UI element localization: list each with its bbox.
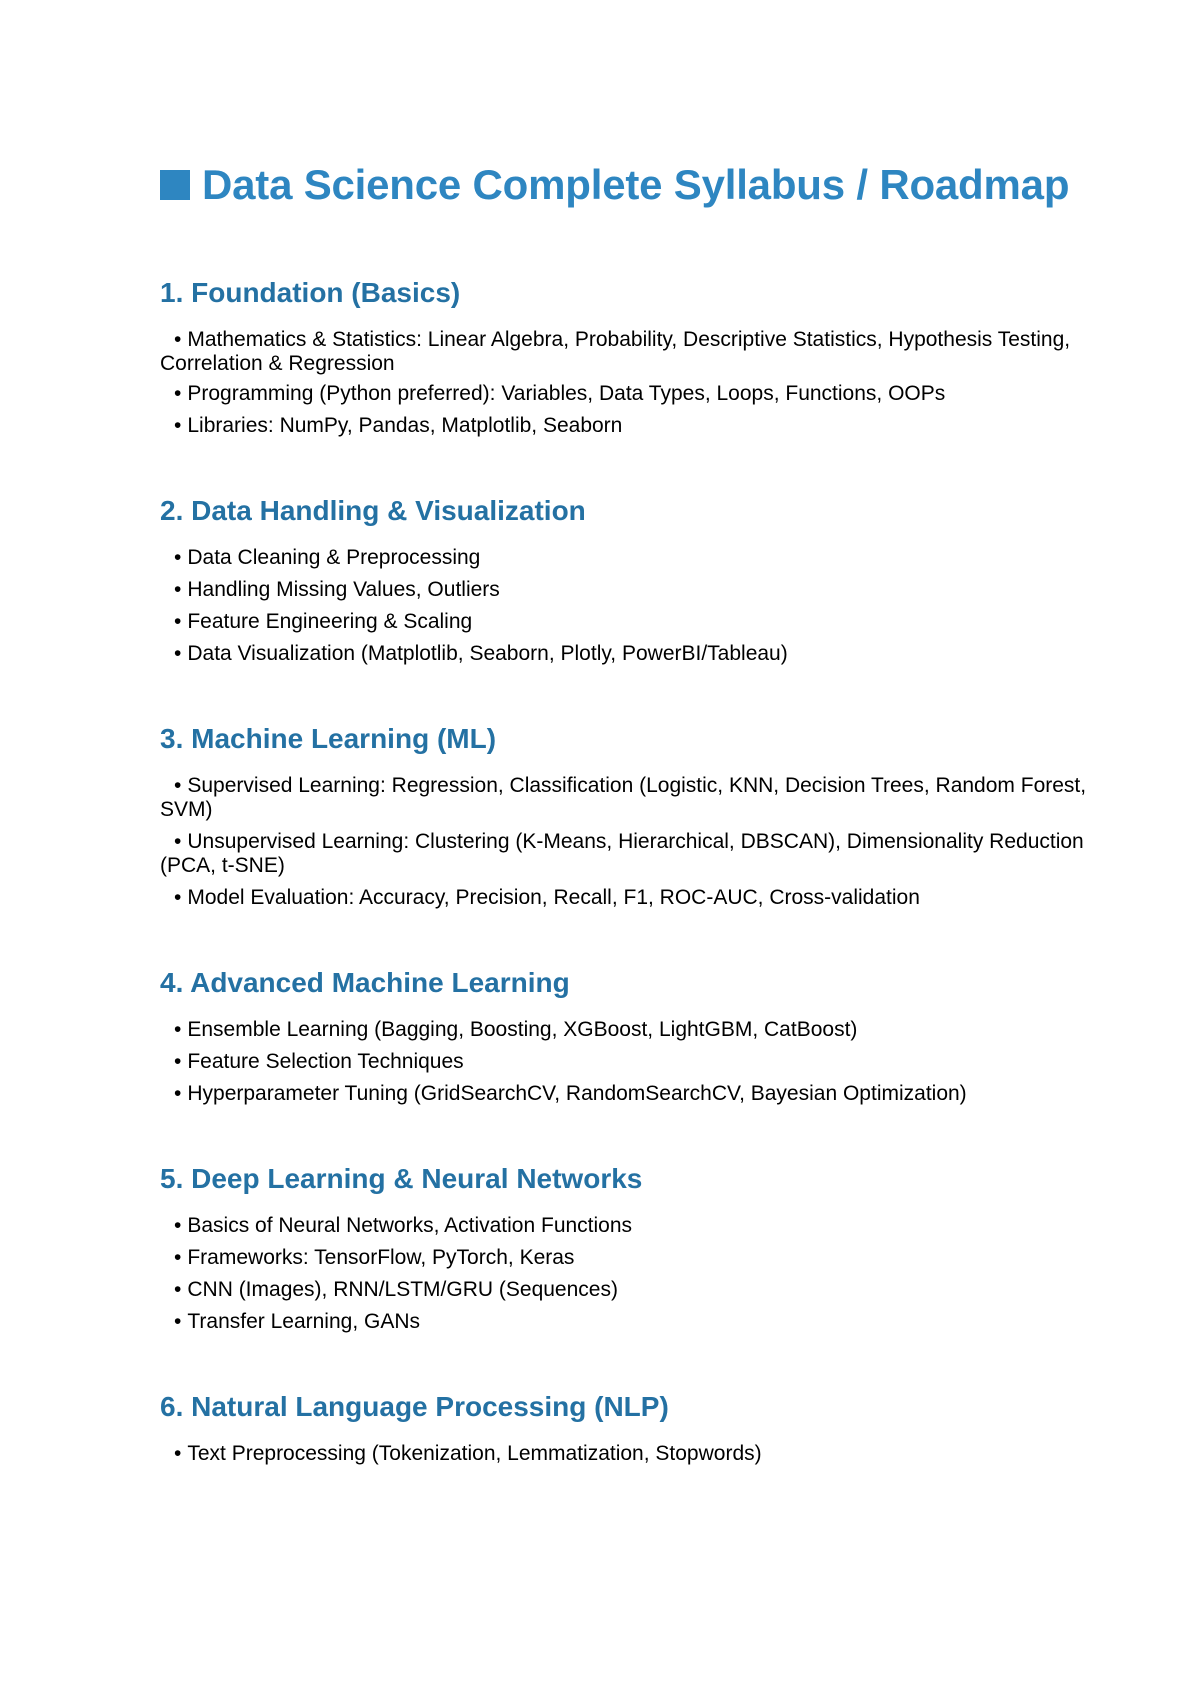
list-item xyxy=(160,1018,1100,1042)
list-item xyxy=(160,1050,1100,1074)
bullet-list xyxy=(160,1214,1100,1334)
bullet-glyph: • xyxy=(174,578,182,601)
bullet-glyph: • xyxy=(174,1278,182,1301)
list-item xyxy=(160,328,1100,376)
bullet-list xyxy=(160,1442,1100,1466)
list-item-text: Programming (Python preferred): Variables, Data Types, Loops, Functions, OOPs xyxy=(187,382,946,405)
list-item xyxy=(160,578,1100,602)
list-item-text: Supervised Learning: Regression, Classification (Logistic, KNN, Decision Trees, Random Forest, SVM) xyxy=(160,774,1087,821)
bullet-glyph: • xyxy=(174,1246,182,1269)
list-item-text: Handling Missing Values, Outliers xyxy=(187,578,500,601)
bullet-glyph: • xyxy=(174,1018,182,1041)
section-deep-learning xyxy=(160,1162,1100,1334)
list-item-text: Basics of Neural Networks, Activation Functions xyxy=(187,1214,633,1237)
bullet-glyph: • xyxy=(174,642,182,665)
list-item-text: Frameworks: TensorFlow, PyTorch, Keras xyxy=(187,1246,575,1269)
list-item xyxy=(160,546,1100,570)
list-item xyxy=(160,642,1100,666)
section-heading: 3. Machine Learning (ML) xyxy=(160,723,497,754)
bullet-glyph: • xyxy=(174,886,182,909)
bullet-list xyxy=(160,1018,1100,1106)
bullet-glyph: • xyxy=(174,1050,182,1073)
section-heading: 5. Deep Learning & Neural Networks xyxy=(160,1163,643,1194)
list-item-text: Data Visualization (Matplotlib, Seaborn, Plotly, PowerBI/Tableau) xyxy=(187,642,788,665)
list-item-text: Unsupervised Learning: Clustering (K-Means, Hierarchical, DBSCAN), Dimensionality Reduction (PCA, t-SNE) xyxy=(160,830,1084,877)
list-item-text: Ensemble Learning (Bagging, Boosting, XGBoost, LightGBM, CatBoost) xyxy=(187,1018,858,1041)
bullet-glyph: • xyxy=(174,830,182,853)
section-heading: 2. Data Handling & Visualization xyxy=(160,495,586,526)
list-item xyxy=(160,1442,1100,1466)
bullet-list xyxy=(160,328,1100,438)
bullet-glyph: • xyxy=(174,1310,182,1333)
section-advanced-ml xyxy=(160,966,1100,1106)
section-heading: 1. Foundation (Basics) xyxy=(160,277,461,308)
bullet-glyph: • xyxy=(174,1214,182,1237)
section-heading: 4. Advanced Machine Learning xyxy=(160,967,570,998)
list-item-text: CNN (Images), RNN/LSTM/GRU (Sequences) xyxy=(187,1278,618,1301)
list-item-text: Mathematics & Statistics: Linear Algebra, Probability, Descriptive Statistics, Hypothesis Testing, Correlation & Regression xyxy=(160,328,1071,375)
section-heading: 6. Natural Language Processing (NLP) xyxy=(160,1391,669,1422)
section-data-handling xyxy=(160,494,1100,666)
list-item-text: Transfer Learning, GANs xyxy=(187,1310,421,1333)
bullet-glyph: • xyxy=(174,414,182,437)
section-machine-learning xyxy=(160,722,1100,910)
bullet-glyph: • xyxy=(174,774,182,797)
list-item xyxy=(160,610,1100,634)
list-item-text: Data Cleaning & Preprocessing xyxy=(187,546,481,569)
list-item xyxy=(160,1214,1100,1238)
list-item xyxy=(160,886,1100,910)
document-title xyxy=(160,160,1100,210)
document-title-text: Data Science Complete Syllabus / Roadmap xyxy=(202,161,1070,208)
list-item-text: Feature Engineering & Scaling xyxy=(187,610,473,633)
bullet-glyph: • xyxy=(174,610,182,633)
list-item-text: Hyperparameter Tuning (GridSearchCV, RandomSearchCV, Bayesian Optimization) xyxy=(187,1082,967,1105)
bullet-glyph: • xyxy=(174,328,182,351)
list-item xyxy=(160,414,1100,438)
section-nlp xyxy=(160,1390,1100,1466)
list-item xyxy=(160,1310,1100,1334)
list-item xyxy=(160,1082,1100,1106)
bullet-glyph: • xyxy=(174,1442,182,1465)
bullet-glyph: • xyxy=(174,1082,182,1105)
list-item xyxy=(160,1278,1100,1302)
bullet-glyph: • xyxy=(174,382,182,405)
bullet-glyph: • xyxy=(174,546,182,569)
square-icon xyxy=(160,170,190,200)
list-item-text: Model Evaluation: Accuracy, Precision, Recall, F1, ROC-AUC, Cross-validation xyxy=(187,886,920,909)
section-foundation xyxy=(160,276,1100,438)
list-item xyxy=(160,830,1100,878)
list-item xyxy=(160,382,1100,406)
list-item-text: Libraries: NumPy, Pandas, Matplotlib, Seaborn xyxy=(187,414,623,437)
bullet-list xyxy=(160,546,1100,666)
bullet-list xyxy=(160,774,1100,910)
list-item-text: Feature Selection Techniques xyxy=(187,1050,464,1073)
list-item xyxy=(160,1246,1100,1270)
list-item-text: Text Preprocessing (Tokenization, Lemmatization, Stopwords) xyxy=(187,1442,762,1465)
list-item xyxy=(160,774,1100,822)
